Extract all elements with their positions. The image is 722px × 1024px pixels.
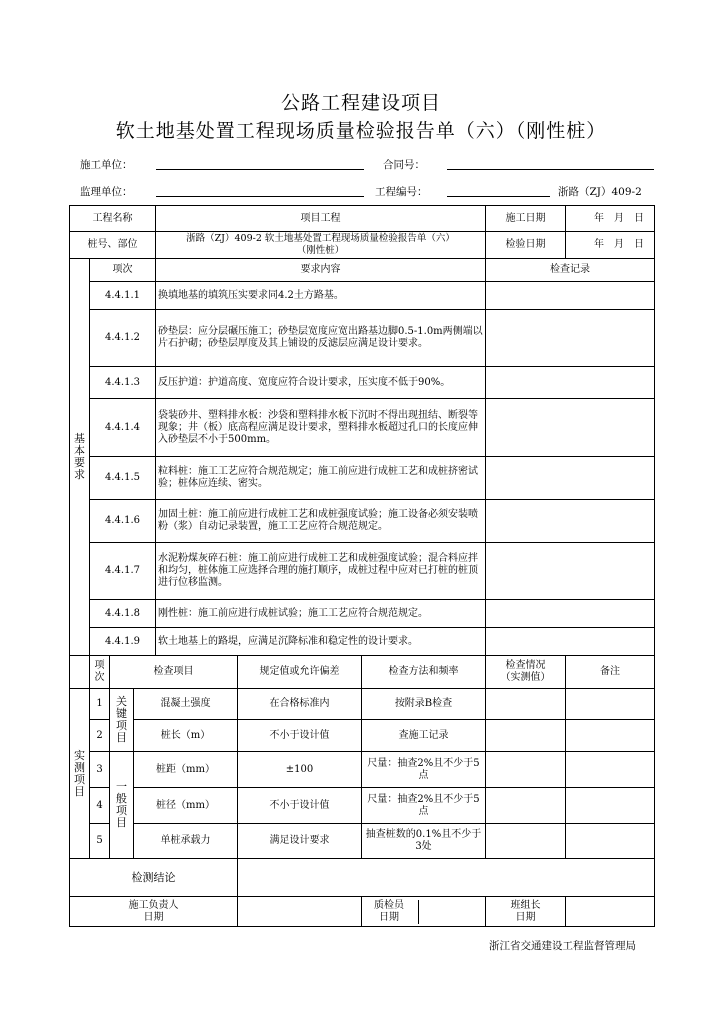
key-items-label: 关 键 项 目 — [110, 689, 134, 752]
measured-row-remark[interactable] — [566, 788, 655, 824]
basic-item-record[interactable] — [486, 543, 655, 600]
basic-item-no: 4.4.1.7 — [90, 543, 156, 600]
conclusion-label: 检测结论 — [70, 859, 238, 897]
basic-requirements-label: 基 本 要 求 — [70, 259, 90, 656]
measured-row-no: 4 — [90, 788, 110, 824]
basic-header-record: 检查记录 — [486, 259, 655, 282]
quality-signature-cell[interactable] — [362, 897, 486, 927]
report-table — [69, 205, 655, 927]
measured-row-method: 按附录B检查 — [362, 689, 486, 720]
measured-row-method: 抽查桩数的0.1%且不少于3处 — [362, 824, 486, 859]
basic-item-record[interactable] — [486, 310, 655, 367]
measured-row-remark[interactable] — [566, 689, 655, 720]
basic-item-record[interactable] — [486, 457, 655, 500]
issuing-authority: 浙江省交通建设工程监督管理局 — [489, 940, 636, 952]
inspection-date-label: 检验日期 — [486, 232, 566, 259]
basic-item-text: 粒料桩：施工工艺应符合规范规定；施工前应进行成桩工艺和成桩挤密试验；桩体应连续、密实。 — [156, 457, 486, 500]
contract-no-field[interactable] — [447, 169, 654, 170]
measured-header-check: 检查项目 — [110, 656, 238, 689]
basic-item-record[interactable] — [486, 282, 655, 310]
station-value-line1: 浙路（ZJ）409-2 软土地基处置工程现场质量检验报告单（六） — [186, 233, 455, 244]
project-no-label: 工程编号： — [375, 186, 428, 198]
basic-item-text: 袋装砂井、塑料排水板：沙袋和塑料排水板下沉时不得出现扭结、断裂等现象；井（板）底高程应满足设计要求，塑料排水板超过孔口的长度应伸入砂垫层不小于500mm。 — [156, 399, 486, 457]
measured-header-item: 项 次 — [90, 656, 110, 689]
measured-header-spec: 规定值或允许偏差 — [238, 656, 362, 689]
basic-item-no: 4.4.1.6 — [90, 500, 156, 543]
measured-row-result[interactable] — [486, 689, 566, 720]
basic-item-text: 软土地基上的路堤，应满足沉降标准和稳定性的设计要求。 — [156, 628, 486, 656]
station-label: 桩号、部位 — [70, 232, 156, 259]
basic-item-no: 4.4.1.2 — [90, 310, 156, 367]
measured-row-spec: 满足设计要求 — [238, 824, 362, 859]
measured-row-no: 5 — [90, 824, 110, 859]
supervision-unit-label: 监理单位： — [80, 186, 133, 198]
measured-row-remark[interactable] — [566, 824, 655, 859]
basic-item-record[interactable] — [486, 500, 655, 543]
conclusion-field[interactable] — [238, 859, 655, 897]
supervision-unit-field[interactable] — [156, 196, 364, 197]
measured-row-item: 桩长（m） — [134, 720, 238, 752]
basic-item-record[interactable] — [486, 600, 655, 628]
basic-item-no: 4.4.1.8 — [90, 600, 156, 628]
measured-row-item: 桩距（mm） — [134, 752, 238, 788]
project-name-label: 工程名称 — [70, 206, 156, 232]
measured-header-result: 检查情况 （实测值） — [486, 656, 566, 689]
basic-item-text: 反压护道：护道高度、宽度应符合设计要求，压实度不低于90%。 — [156, 367, 486, 399]
title-line1: 公路工程建设项目 — [280, 92, 441, 114]
measured-row-result[interactable] — [486, 824, 566, 859]
measured-row-method: 查施工记录 — [362, 720, 486, 752]
measured-row-spec: ±100 — [238, 752, 362, 788]
measured-row-spec: 在合格标准内 — [238, 689, 362, 720]
measured-header-blank — [70, 656, 90, 689]
contract-no-label: 合同号： — [383, 159, 425, 171]
construction-unit-label: 施工单位： — [80, 159, 133, 171]
basic-header-item: 项次 — [90, 259, 156, 282]
basic-item-text: 砂垫层：应分层碾压施工；砂垫层宽度应宽出路基边脚0.5-1.0m两侧端以片石护砌；砂垫层厚度及其上铺设的反滤层应满足设计要求。 — [156, 310, 486, 367]
basic-item-record[interactable] — [486, 628, 655, 656]
measured-row-no: 1 — [90, 689, 110, 720]
project-no-field[interactable] — [447, 196, 550, 197]
measured-row-item: 混凝土强度 — [134, 689, 238, 720]
basic-item-record[interactable] — [486, 399, 655, 457]
basic-item-text: 刚性桩：施工前应进行成桩试验；施工工艺应符合规范规定。 — [156, 600, 486, 628]
station-value-line2: （刚性桩） — [296, 245, 345, 256]
measured-row-no: 2 — [90, 720, 110, 752]
team-signature-label: 班组长 日期 — [486, 897, 566, 927]
measured-row-spec: 不小于设计值 — [238, 720, 362, 752]
measured-row-item: 桩径（mm） — [134, 788, 238, 824]
measured-row-method: 尺量：抽查2%且不少于5点 — [362, 752, 486, 788]
basic-item-no: 4.4.1.3 — [90, 367, 156, 399]
construction-signature-field[interactable] — [238, 897, 362, 927]
inspection-date-value[interactable]: 年 月 日 — [566, 232, 655, 259]
basic-item-no: 4.4.1.4 — [90, 399, 156, 457]
measured-header-remark: 备注 — [566, 656, 655, 689]
form-code: 浙路（ZJ）409-2 — [558, 186, 642, 198]
general-items-label: 一 般 项 目 — [110, 752, 134, 859]
construction-date-label: 施工日期 — [486, 206, 566, 232]
measured-row-no: 3 — [90, 752, 110, 788]
measured-row-spec: 不小于设计值 — [238, 788, 362, 824]
basic-item-no: 4.4.1.9 — [90, 628, 156, 656]
measured-row-result[interactable] — [486, 720, 566, 752]
basic-item-no: 4.4.1.1 — [90, 282, 156, 310]
quality-signature-label: 质检员 日期 — [364, 900, 419, 924]
team-signature-field[interactable] — [566, 897, 655, 927]
measured-header-method: 检查方法和频率 — [362, 656, 486, 689]
project-name-value[interactable]: 项目工程 — [156, 206, 486, 232]
basic-item-no: 4.4.1.5 — [90, 457, 156, 500]
construction-signature-label: 施工负责人 日期 — [70, 897, 238, 927]
measured-row-remark[interactable] — [566, 720, 655, 752]
title-line2: 软土地基处置工程现场质量检验报告单（六）（刚性桩） — [115, 120, 607, 142]
basic-item-record[interactable] — [486, 367, 655, 399]
measured-row-remark[interactable] — [566, 752, 655, 788]
basic-header-content: 要求内容 — [156, 259, 486, 282]
measured-items-label: 实 测 项 目 — [70, 689, 90, 859]
basic-item-text: 换填地基的填筑压实要求同4.2土方路基。 — [156, 282, 486, 310]
construction-unit-field[interactable] — [156, 169, 364, 170]
measured-row-item: 单桩承载力 — [134, 824, 238, 859]
measured-row-method: 尺量：抽查2%且不少于5点 — [362, 788, 486, 824]
construction-date-value[interactable]: 年 月 日 — [566, 206, 655, 232]
basic-item-text: 水泥粉煤灰碎石桩：施工前应进行成桩工艺和成桩强度试验；混合料应拌和均匀，桩体施工应选择合理的施打顺序，成桩过程中应对已打桩的桩顶进行位移监测。 — [156, 543, 486, 600]
station-value[interactable] — [156, 232, 486, 259]
measured-row-result[interactable] — [486, 752, 566, 788]
measured-row-result[interactable] — [486, 788, 566, 824]
basic-item-text: 加固土桩：施工前应进行成桩工艺和成桩强度试验；施工设备必须安装喷粉（浆）自动记录装置，施工工艺应符合规范规定。 — [156, 500, 486, 543]
